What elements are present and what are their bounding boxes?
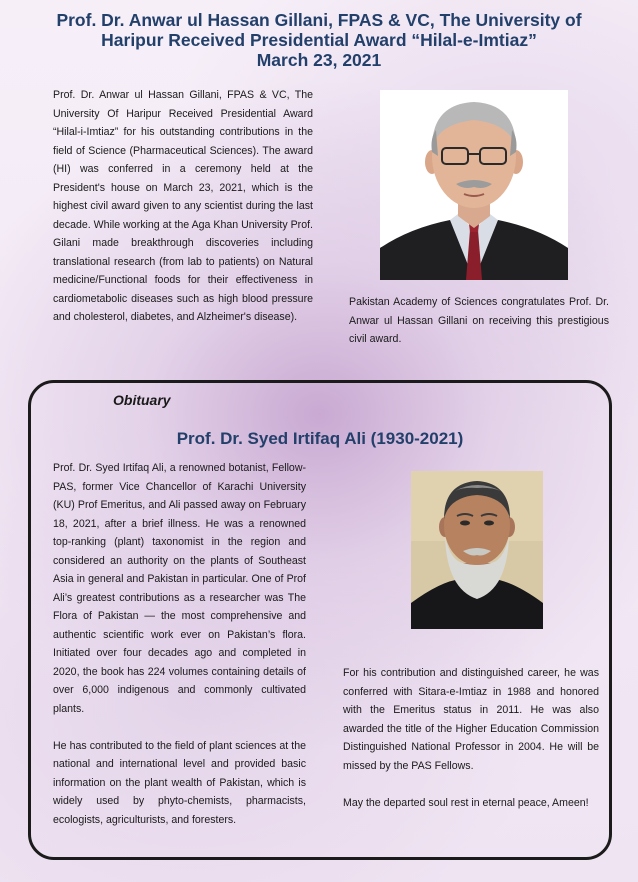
gillani-portrait xyxy=(380,90,568,280)
obituary-paragraph-3: For his contribution and distinguished career, he was conferred with Sitara-e-Imtiaz in 1988 and honored with the Emeritus status in 2011. He was also awarded the title of the Higher Education Commission Distinguished National Professor in 2004. He will be missed by the PAS Fellows. xyxy=(343,667,599,772)
obituary-name-heading: Prof. Dr. Syed Irtifaq Ali (1930-2021) xyxy=(176,429,464,448)
obituary-label: Obituary xyxy=(113,392,171,408)
obituary-paragraph-4: May the departed soul rest in eternal peace, Ameen! xyxy=(343,796,589,809)
award-headline xyxy=(20,10,618,70)
obituary-right-column xyxy=(343,664,599,831)
award-title-line1: Prof. Dr. Anwar ul Hassan Gillani, FPAS & VC, The University of xyxy=(56,10,582,30)
obituary-paragraph-2: He has contributed to the field of plant sciences at the national and international level and provided basic information on the plant wealth of Pakistan, which is widely used by phyto-chemists, pharmacists, ecologists, agriculturists, and foresters. xyxy=(53,739,306,826)
award-title-date: March 23, 2021 xyxy=(256,50,382,70)
award-caption: Pakistan Academy of Sciences congratulates Prof. Dr. Anwar ul Hassan Gillani on receiving this prestigious civil award. xyxy=(349,296,609,345)
obituary-paragraph-1: Prof. Dr. Syed Irtifaq Ali, a renowned botanist, Fellow-PAS, former Vice Chancellor of Karachi University (KU) Prof Emeritus, and Ali passed away on February 18, 2021, after a brief illness. He was a renowned top-ranking (plant) taxonomist in the region and considered an authority on the plants of Southeast Asia in general and Pakistan in particular. One of Prof Ali’s greatest contributions as a researcher was The Flora of Pakistan — the most comprehensive and authentic scientific work ever on Pakistan’s flora. Initiated over four decades ago and completed in 2020, the book has 224 volumes containing details of over 6,000 indigenous and commonly cultivated plants. xyxy=(53,462,306,715)
award-title-line2: Haripur Received Presidential Award “Hilal-e-Imtiaz” xyxy=(101,30,537,50)
award-body-text: Prof. Dr. Anwar ul Hassan Gillani, FPAS & VC, The University Of Haripur Received Presidential Award “Hilal-i-Imtiaz” for his outstanding contributions in the field of Science (Pharmaceutical Sciences). The award (HI) was conferred in a ceremony held at the President's house on March 23, 2021, which is the highest civil award given to any scientist during the last decade. While working at the Aga Khan University Prof. Gilani made breakthrough discoveries including translational research (from lab to patients) on Natural medicine/Functional foods for their effectiveness in cardiometabolic diseases such as high blood pressure and cholesterol, diabetes, and Alzheimer's disease). xyxy=(53,89,313,323)
ali-portrait xyxy=(411,471,543,629)
obituary-left-column xyxy=(53,459,306,848)
